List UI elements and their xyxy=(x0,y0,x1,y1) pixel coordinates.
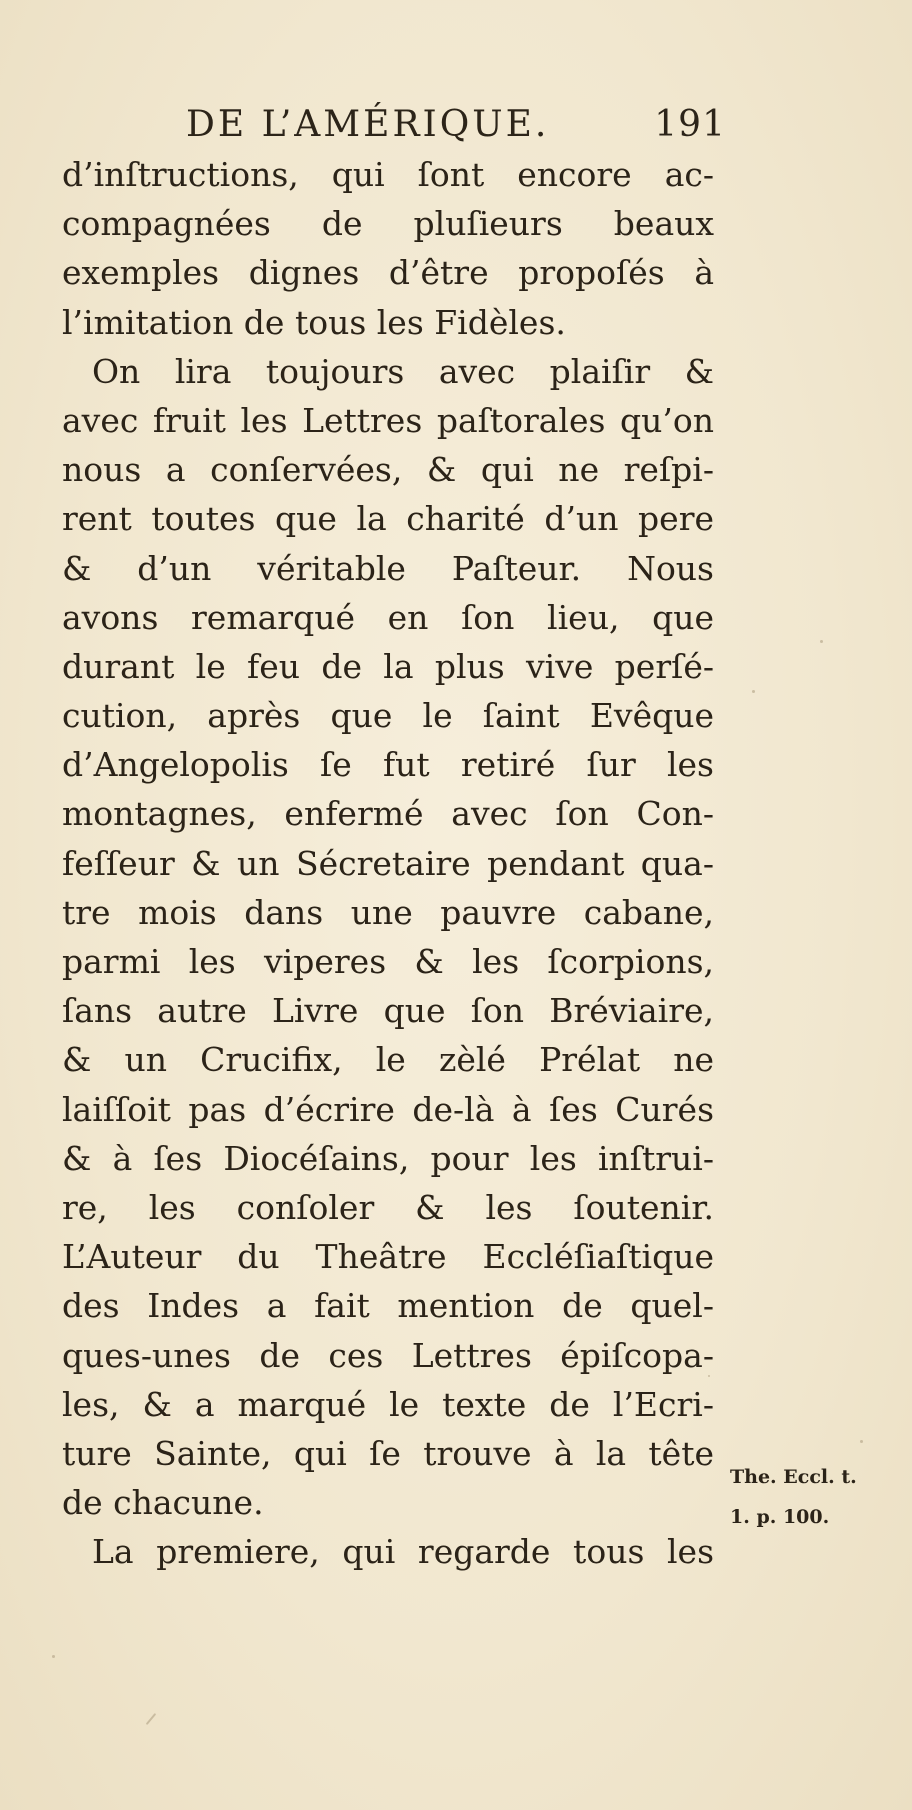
text-line: montagnes, enfermé avec ſon Con- xyxy=(62,794,714,834)
text-line: feſſeur & un Sécretaire pendant qua- xyxy=(62,843,714,883)
paper-speck xyxy=(860,1440,863,1443)
page-number: 191 xyxy=(654,104,726,145)
text-line: La premiere, qui regarde tous les xyxy=(92,1532,714,1572)
text-line: avec fruit les Lettres paſtorales qu’on xyxy=(62,400,714,440)
text-line: re, les conſoler & les ſoutenir. xyxy=(62,1187,714,1227)
text-line: ture Sainte, qui ſe trouve à la tête xyxy=(62,1433,714,1473)
text-line: & d’un véritable Paſteur. Nous xyxy=(62,548,714,588)
margin-note-page: 1. p. 100. xyxy=(730,1506,830,1528)
text-line: cution, après que le ſaint Evêque xyxy=(62,696,714,736)
text-line: ſans autre Livre que ſon Bréviaire, xyxy=(62,991,714,1031)
text-line: laiſſoit pas d’écrire de-là à ſes Curés xyxy=(62,1089,714,1129)
text-line: parmi les viperes & les ſcorpions, xyxy=(62,942,714,981)
text-line: exemples dignes d’être propoſés à xyxy=(62,253,714,293)
text-line: de chacune. xyxy=(62,1483,264,1523)
text-line: & à ſes Diocéſains, pour les inſtrui- xyxy=(62,1138,714,1178)
paper-speck xyxy=(146,1713,157,1725)
paper-speck xyxy=(708,1375,710,1377)
text-line: d’inſtructions, qui ſont encore ac- xyxy=(62,155,714,194)
text-line: d’Angelopolis ſe fut retiré ſur les xyxy=(62,745,714,785)
margin-note-reference: The. Eccl. t. xyxy=(730,1466,857,1488)
running-head xyxy=(186,100,726,150)
text-line: ques-unes de ces Lettres épiſcopa- xyxy=(62,1335,714,1375)
text-line: nous a conſervées, & qui ne reſpi- xyxy=(62,450,714,490)
text-line: tre mois dans une pauvre cabane, xyxy=(62,892,714,932)
running-head-title: DE L’AMÉRIQUE. xyxy=(186,104,550,145)
text-line: les, & a marqué le texte de l’Ecri- xyxy=(62,1384,714,1424)
paper-speck xyxy=(820,640,823,643)
text-line: L’Auteur du Theâtre Eccléſiaſtique xyxy=(62,1237,714,1277)
paper-speck xyxy=(752,690,755,693)
text-line: On lira toujours avec plaiſir & xyxy=(92,351,714,391)
text-line: rent toutes que la charité d’un pere xyxy=(62,499,714,539)
text-line: avons remarqué en ſon lieu, que xyxy=(62,597,714,637)
paper-speck xyxy=(52,1655,55,1658)
text-line: compagnées de pluſieurs beaux xyxy=(62,204,714,244)
text-line: l’imitation de tous les Fidèles. xyxy=(62,302,566,342)
text-line: des Indes a fait mention de quel- xyxy=(62,1286,714,1326)
text-line: & un Crucifix, le zèlé Prélat ne xyxy=(62,1040,714,1080)
body-text xyxy=(62,150,714,1576)
text-line: durant le feu de la plus vive perſé- xyxy=(62,646,714,686)
